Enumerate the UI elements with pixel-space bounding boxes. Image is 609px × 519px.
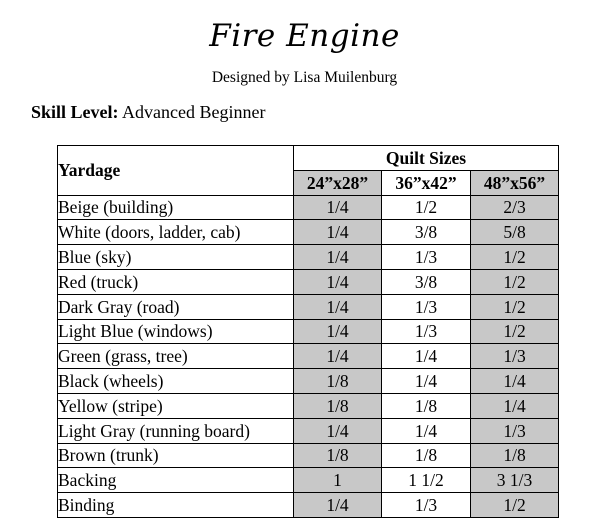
table-row [58, 195, 559, 220]
table-row [58, 319, 559, 344]
yardage-small: 1/4 [294, 294, 382, 319]
yardage-small: 1/4 [294, 418, 382, 443]
table-row [58, 294, 559, 319]
table-row [58, 220, 559, 245]
table-row [58, 493, 559, 518]
table-row [58, 418, 559, 443]
fabric-name: Light Gray (running board) [58, 418, 294, 443]
yardage-small: 1/4 [294, 269, 382, 294]
yardage-large: 1/3 [471, 344, 559, 369]
table-row [58, 468, 559, 493]
yardage-large: 1/3 [471, 418, 559, 443]
yardage-body [58, 195, 559, 517]
table-row [58, 393, 559, 418]
yardage-table [57, 145, 559, 518]
yardage-small: 1/4 [294, 195, 382, 220]
yardage-small: 1/4 [294, 220, 382, 245]
yardage-small: 1/8 [294, 369, 382, 394]
designer-credit: Designed by Lisa Muilenburg [211, 69, 398, 86]
yardage-large: 1/2 [471, 294, 559, 319]
size-header-medium: 36”x42” [382, 170, 471, 195]
yardage-medium: 1/8 [382, 443, 471, 468]
pattern-title: Fire Engine [209, 18, 400, 54]
yardage-medium: 1/2 [382, 195, 471, 220]
yardage-header: Yardage [58, 146, 294, 196]
yardage-medium: 1/3 [382, 245, 471, 270]
fabric-name: Binding [58, 493, 294, 518]
yardage-medium: 1/4 [382, 344, 471, 369]
yardage-medium: 1/4 [382, 418, 471, 443]
fabric-name: Red (truck) [58, 269, 294, 294]
fabric-name: Light Blue (windows) [58, 319, 294, 344]
yardage-large: 1/2 [471, 319, 559, 344]
yardage-medium: 1/8 [382, 393, 471, 418]
fabric-name: White (doors, ladder, cab) [58, 220, 294, 245]
yardage-small: 1/8 [294, 443, 382, 468]
yardage-large: 5/8 [471, 220, 559, 245]
yardage-small: 1/4 [294, 344, 382, 369]
size-header-small: 24”x28” [294, 170, 382, 195]
skill-level-label: Skill Level: [31, 102, 119, 122]
table-row [58, 443, 559, 468]
fabric-name: Black (wheels) [58, 369, 294, 394]
skill-level [31, 101, 265, 123]
table-row [58, 245, 559, 270]
yardage-large: 1/2 [471, 269, 559, 294]
yardage-medium: 1/3 [382, 294, 471, 319]
yardage-medium: 3/8 [382, 269, 471, 294]
size-header-large: 48”x56” [471, 170, 559, 195]
yardage-small: 1 [294, 468, 382, 493]
fabric-name: Backing [58, 468, 294, 493]
fabric-name: Blue (sky) [58, 245, 294, 270]
yardage-large: 1/2 [471, 245, 559, 270]
yardage-large: 1/2 [471, 493, 559, 518]
yardage-large: 1/8 [471, 443, 559, 468]
fabric-name: Brown (trunk) [58, 443, 294, 468]
yardage-medium: 1/4 [382, 369, 471, 394]
skill-level-value: Advanced Beginner [122, 102, 266, 122]
yardage-small: 1/4 [294, 493, 382, 518]
table-row [58, 344, 559, 369]
yardage-large: 3 1/3 [471, 468, 559, 493]
quilt-sizes-header: Quilt Sizes [294, 146, 559, 171]
table-row [58, 269, 559, 294]
fabric-name: Beige (building) [58, 195, 294, 220]
yardage-large: 1/4 [471, 393, 559, 418]
fabric-name: Dark Gray (road) [58, 294, 294, 319]
yardage-medium: 1 1/2 [382, 468, 471, 493]
table-header-row [58, 146, 559, 171]
yardage-medium: 3/8 [382, 220, 471, 245]
fabric-name: Green (grass, tree) [58, 344, 294, 369]
yardage-large: 2/3 [471, 195, 559, 220]
fabric-name: Yellow (stripe) [58, 393, 294, 418]
yardage-small: 1/4 [294, 319, 382, 344]
yardage-medium: 1/3 [382, 319, 471, 344]
yardage-small: 1/8 [294, 393, 382, 418]
yardage-small: 1/4 [294, 245, 382, 270]
yardage-large: 1/4 [471, 369, 559, 394]
table-row [58, 369, 559, 394]
yardage-medium: 1/3 [382, 493, 471, 518]
